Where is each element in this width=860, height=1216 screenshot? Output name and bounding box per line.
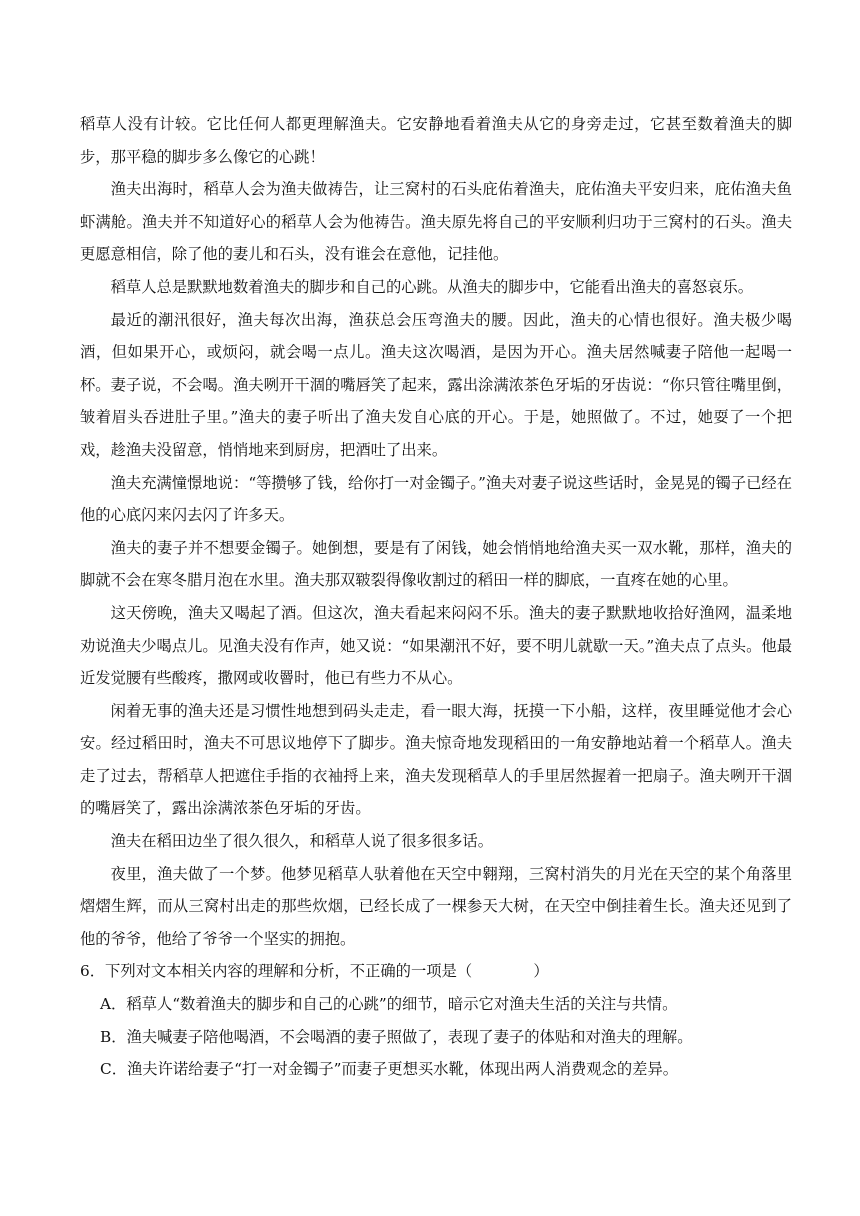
option-c: C．渔夫许诺给妻子“打一对金镯子”而妻子更想买水靴，体现出两人消费观念的差异。 [100, 1060, 679, 1079]
paragraph-2: 渔夫出海时，稻草人会为渔夫做祷告，让三窝村的石头庇佑着渔夫，庇佑渔夫平安归来，庇佑渔夫鱼虾满舱。渔夫并不知道好心的稻草人会为他祷告。渔夫原先将自己的平安顺利归功于三窝村的石头。渔夫更愿意相信，除了他的妻儿和石头，没有谁会在意他，记挂他。 [80, 180, 792, 264]
paragraph-10: 夜里，渔夫做了一个梦。他梦见稻草人驮着他在天空中翱翔，三窝村消失的月光在天空的某个角落里熠熠生辉，而从三窝村出走的那些炊烟，已经长成了一棵参天大树，在天空中倒挂着生长。渔夫还见到了他的爷爷，他给了爷爷一个坚实的拥抱。 [80, 864, 792, 948]
paragraph-7: 这天傍晚，渔夫又喝起了酒。但这次，渔夫看起来闷闷不乐。渔夫的妻子默默地收拾好渔网，温柔地劝说渔夫少喝点儿。见渔夫没有作声，她又说：“如果潮汛不好，要不明儿就歇一天。”渔夫点了点头。他最近发觉腰有些酸疼，撒网或收罾时，他已有些力不从心。 [80, 603, 792, 688]
document-body [80, 108, 792, 1086]
question-stem: 6．下列对文本相关内容的理解和分析，不正确的一项是（ ） [80, 962, 549, 981]
option-a: A．稻草人“数着渔夫的脚步和自己的心跳”的细节，暗示它对渔夫生活的关注与共情。 [100, 995, 678, 1014]
paragraph-5: 渔夫充满憧憬地说：“等攒够了钱，给你打一对金镯子。”渔夫对妻子说这些话时，金晃晃的镯子已经在他的心底闪来闪去闪了许多天。 [80, 473, 792, 525]
paragraph-3: 稻草人总是默默地数着渔夫的脚步和自己的心跳。从渔夫的脚步中，它能看出渔夫的喜怒哀乐。 [110, 277, 754, 296]
paragraph-1: 稻草人没有计较。它比任何人都更理解渔夫。它安静地看着渔夫从它的身旁走过，它甚至数着渔夫的脚步，那平稳的脚步多么像它的心跳！ [80, 115, 792, 166]
paragraph-6: 渔夫的妻子并不想要金镯子。她倒想，要是有了闲钱，她会悄悄地给渔夫买一双水靴，那样，渔夫的脚就不会在寒冬腊月泡在水里。渔夫那双皲裂得像收割过的稻田一样的脚底，一直疼在她的心里。 [80, 538, 792, 590]
option-b: B．渔夫喊妻子陪他喝酒，不会喝酒的妻子照做了，表现了妻子的体贴和对渔夫的理解。 [100, 1027, 693, 1046]
paragraph-8: 闲着无事的渔夫还是习惯性地想到码头走走，看一眼大海，抚摸一下小船，这样，夜里睡觉他才会心安。经过稻田时，渔夫不可思议地停下了脚步。渔夫惊奇地发现稻田的一角安静地站着一个稻草人。渔夫走了过去，帮稻草人把遮住手指的衣袖捋上来，渔夫发现稻草人的手里居然握着一把扇子。渔夫咧开干涸的嘴唇笑了，露出涂满浓茶色牙垢的牙齿。 [80, 701, 792, 818]
paragraph-4: 最近的潮汛很好，渔夫每次出海，渔获总会压弯渔夫的腰。因此，渔夫的心情也很好。渔夫极少喝酒，但如果开心，或烦闷，就会喝一点儿。渔夫这次喝酒，是因为开心。渔夫居然喊妻子陪他一起喝一杯。妻子说，不会喝。渔夫咧开干涸的嘴唇笑了起来，露出涂满浓茶色牙垢的牙齿说：“你只管往嘴里倒，皱着眉头吞进肚子里。”渔夫的妻子听出了渔夫发自心底的开心。于是，她照做了。不过，她耍了一个把戏，趁渔夫没留意，悄悄地来到厨房，把酒吐了出来。 [80, 310, 792, 459]
paragraph-9: 渔夫在稻田边坐了很久很久，和稻草人说了很多很多话。 [110, 832, 494, 851]
